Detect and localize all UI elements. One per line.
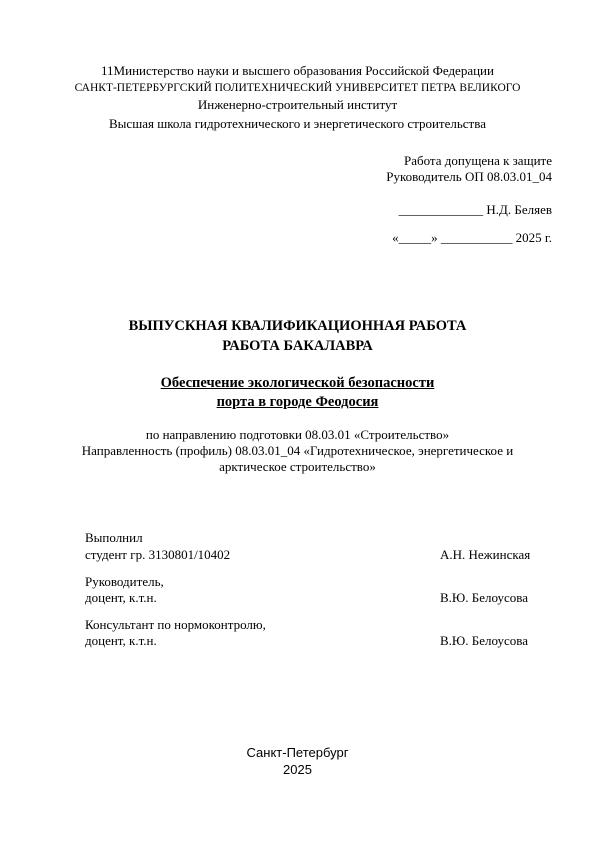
supervisor-name: В.Ю. Белоусова <box>440 590 529 605</box>
university-line: САНКТ-ПЕТЕРБУРГСКИЙ ПОЛИТЕХНИЧЕСКИЙ УНИВЕРСИТЕТ ПЕТРА ВЕЛИКОГО <box>74 82 521 94</box>
author-name: А.Н. Нежинская <box>440 547 531 562</box>
consultant-role-line-1: Консультант по нормоконтролю, <box>85 617 266 632</box>
author-role-line-2: студент гр. 3130801/10402 <box>85 547 231 562</box>
year: 2025 <box>283 762 312 777</box>
profile-line-2: арктическое строительство» <box>219 459 376 474</box>
direction-line: по направлению подготовки 08.03.01 «Строительство» <box>145 427 450 442</box>
consultant-role-line-2: доцент, к.т.н. <box>85 633 157 648</box>
work-type-line-2: РАБОТА БАКАЛАВРА <box>222 338 373 354</box>
institute-line: Инженерно-строительный институт <box>197 97 398 112</box>
supervisor-role-line-2: доцент, к.т.н. <box>85 590 157 605</box>
profile-line-1: Направленность (профиль) 08.03.01_04 «Гидротехническое, энергетическое и <box>81 443 514 458</box>
topic-line-1: Обеспечение экологической безопасности <box>160 375 435 391</box>
approval-line-1: Работа допущена к защите <box>403 153 552 168</box>
approval-line-2: Руководитель ОП 08.03.01_04 <box>386 169 552 184</box>
supervisor-role-line-1: Руководитель, <box>85 574 164 589</box>
work-type-line-1: ВЫПУСКНАЯ КВАЛИФИКАЦИОННАЯ РАБОТА <box>128 318 467 334</box>
topic-line-2: порта в городе Феодосия <box>216 394 379 410</box>
consultant-name: В.Ю. Белоусова <box>440 633 529 648</box>
ministry-line: 11Министерство науки и высшего образования Российской Федерации <box>101 63 494 78</box>
approval-date-line: «_____» ___________ 2025 г. <box>392 230 552 245</box>
supervisor-signature-line: _____________ Н.Д. Беляев <box>398 202 552 217</box>
school-line: Высшая школа гидротехнического и энергетического строительства <box>109 116 486 131</box>
city: Санкт-Петербург <box>246 745 349 760</box>
author-role-line-1: Выполнил <box>85 530 143 545</box>
